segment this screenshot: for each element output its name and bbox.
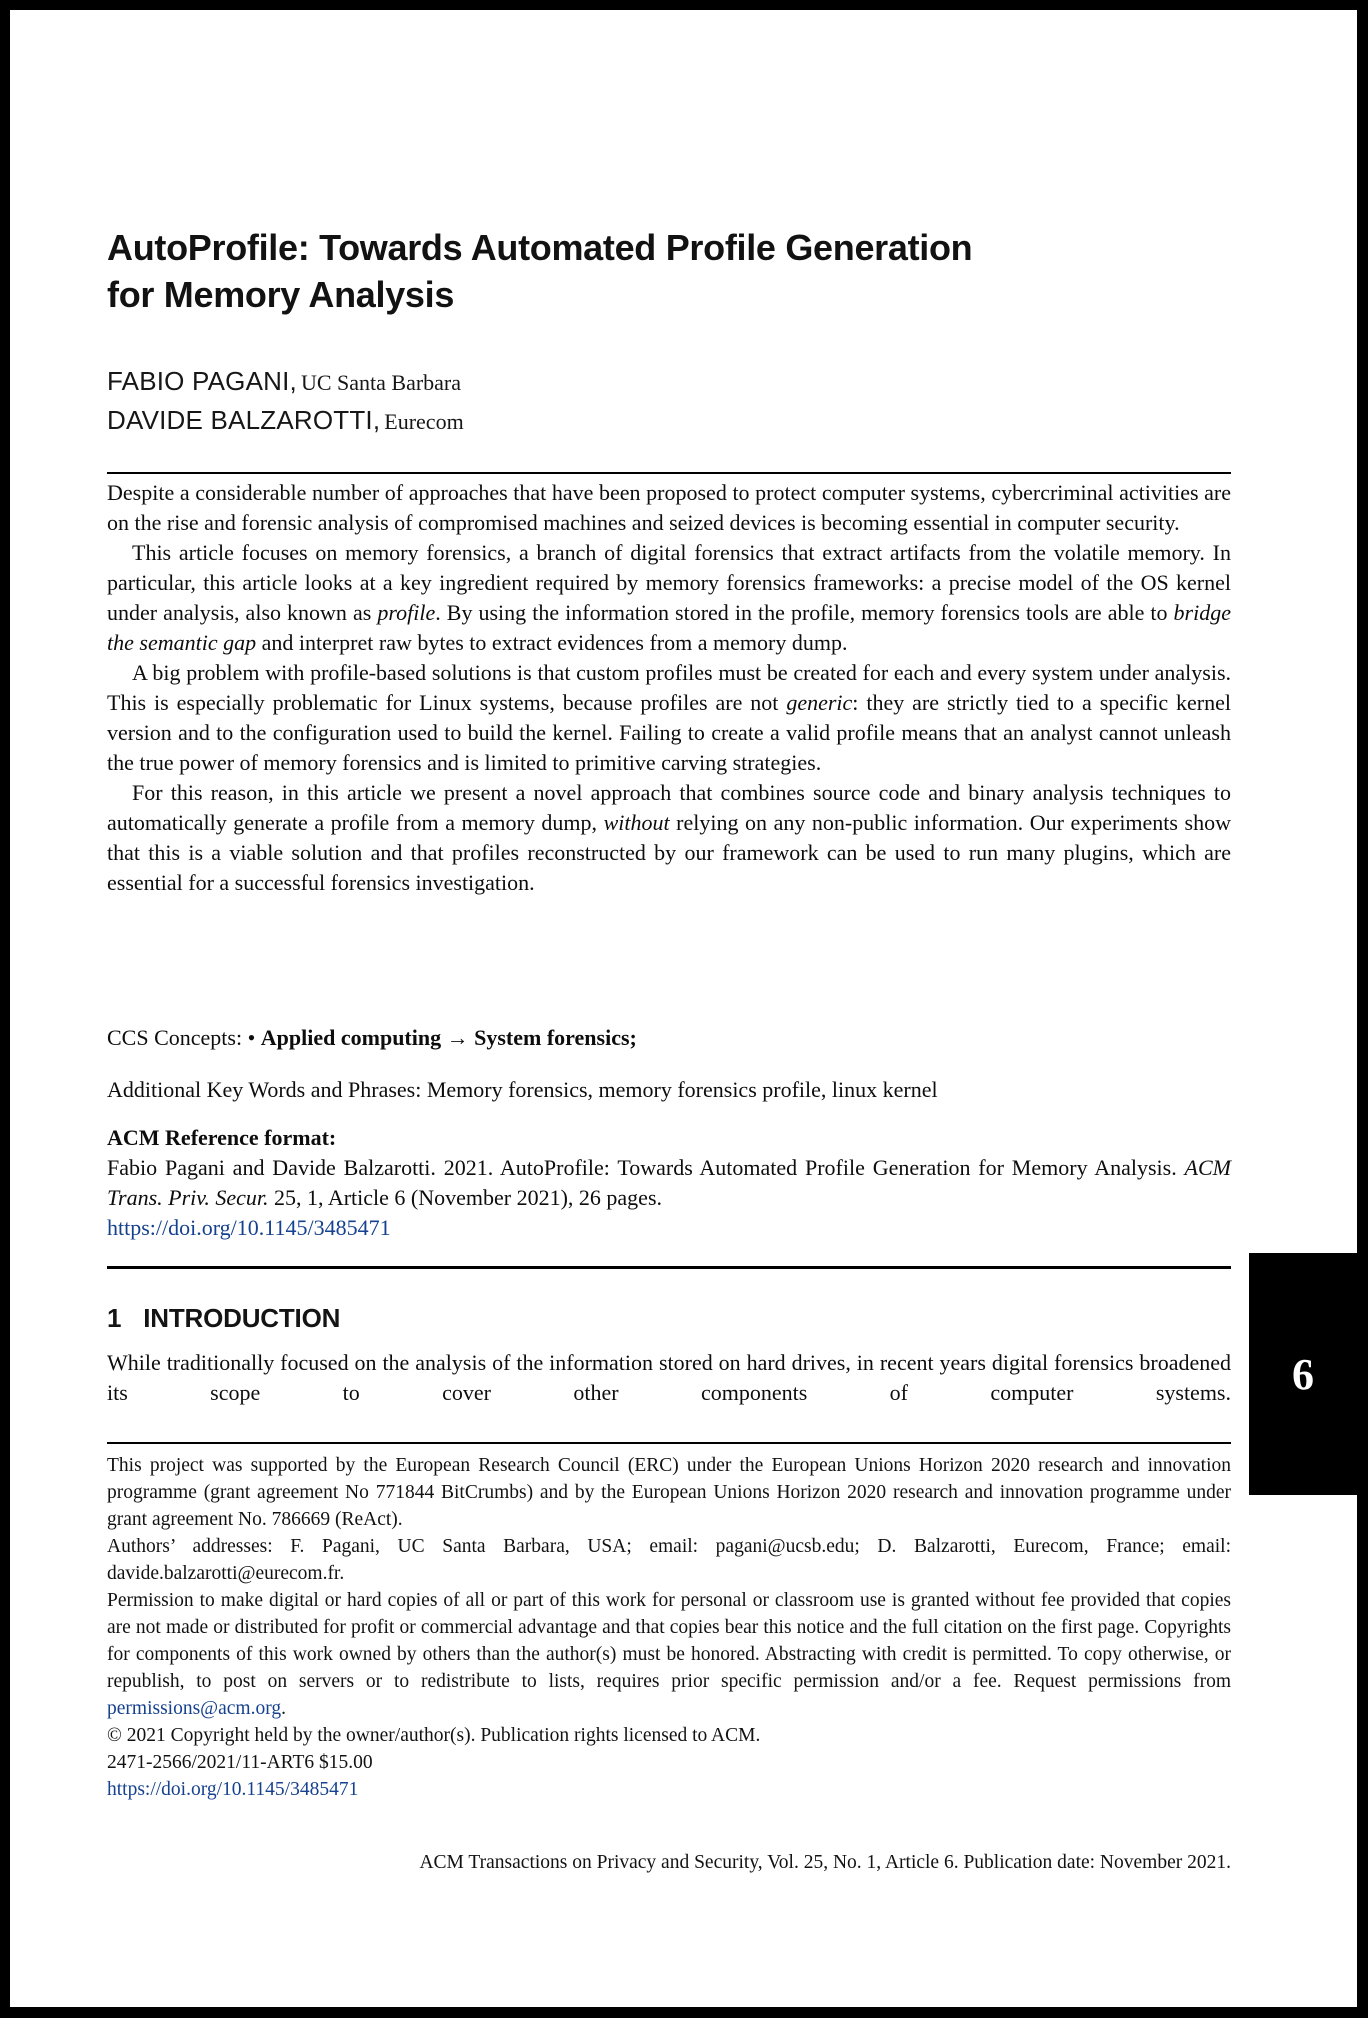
abstract-top-rule (107, 472, 1231, 474)
citation-text: 25, 1, Article 6 (November 2021), 26 pages. (268, 1185, 663, 1210)
acm-reference-header: ACM Reference format: (107, 1125, 337, 1150)
doi-link[interactable]: https://doi.org/10.1145/3485471 (107, 1215, 391, 1240)
footnote-block (107, 1452, 1231, 1803)
footnote-rule (107, 1442, 1231, 1444)
section-number: 1 (107, 1303, 122, 1333)
abstract-paragraph (107, 538, 1231, 658)
footnote-text: . (281, 1698, 286, 1719)
abstract-paragraph (107, 658, 1231, 778)
abstract-text: This article focuses on memory forensics, a branch of digital forensics that extract artifacts from the volatile memory. In particular, this article looks at a key ingredient required by memory forensics frameworks: a precise model of the OS kernel under analysis, also known as (107, 540, 1231, 625)
author-block (107, 362, 1231, 440)
acm-reference-citation (107, 1153, 1231, 1213)
paper-title (107, 224, 1231, 318)
abstract-italic-term: profile (377, 600, 436, 625)
footnote-issn: 2471-2566/2021/11-ART6 $15.00 (107, 1752, 373, 1773)
abstract-text: and interpret raw bytes to extract evidences from a memory dump. (256, 630, 848, 655)
author-name: DAVIDE BALZAROTTI, (107, 405, 381, 435)
abstract-text: relying on any non-public information. Our experiments show that this is a viable solution and that profiles reconstructed by our framework can be used to run many plugins, which are essential for a successful forensics investigation. (107, 810, 1231, 895)
abstract-italic-term: without (603, 810, 670, 835)
ccs-concept: System forensics; (474, 1025, 637, 1050)
footnote-doi-link[interactable]: https://doi.org/10.1145/3485471 (107, 1779, 359, 1800)
ccs-bullet: • (247, 1025, 261, 1050)
paper-title-line1: AutoProfile: Towards Automated Profile Generation (107, 227, 973, 268)
permissions-email-link[interactable]: permissions@acm.org (107, 1698, 282, 1719)
section-separator-rule (107, 1266, 1231, 1269)
author-name: FABIO PAGANI, (107, 366, 297, 396)
footnote-funding: This project was supported by the European Research Council (ERC) under the European Unions Horizon 2020 research and innovation programme (grant agreement No 771844 BitCrumbs) and by the European Unions Horizon 2020 research and innovation programme under grant agreement No. 786669 (ReAct). (107, 1455, 1231, 1530)
introduction-paragraph: While traditionally focused on the analysis of the information stored on hard drives, in recent years digital forensics broadened its scope to cover other components of computer systems. (107, 1350, 1231, 1405)
abstract-text: : they are strictly tied to a specific kernel version and to the configuration used to build the kernel. Failing to create a valid profile means that an analyst cannot unleash the true power of memory forensics and is limited to primitive carving strategies. (107, 690, 1232, 775)
journal-footer: ACM Transactions on Privacy and Security, Vol. 25, No. 1, Article 6. Publication date: November 2021. (419, 1852, 1231, 1873)
citation-journal: ACM Trans. Priv. Secur. (107, 1155, 1231, 1210)
footnote-permission (107, 1587, 1231, 1722)
abstract-paragraph (107, 778, 1231, 898)
footnote-copyright: © 2021 Copyright held by the owner/author(s). Publication rights licensed to ACM. (107, 1725, 761, 1746)
abstract-italic-term: bridge the semantic gap (107, 600, 1231, 655)
footnote-text: Permission to make digital or hard copies of all or part of this work for personal or classroom use is granted without fee provided that copies are not made or distributed for profit or commercial advantage and that copies bear this notice and the full citation on the first page. Copyrights for components of this work owned by others than the author(s) must be honored. Abstracting with credit is permitted. To copy otherwise, or republish, to post on servers or to redistribute to lists, requires prior specific permission and/or a fee. Request permissions from (107, 1590, 1231, 1692)
abstract-italic-term: generic (786, 690, 853, 715)
citation-text: Fabio Pagani and Davide Balzarotti. 2021. AutoProfile: Towards Automated Profile Generation for Memory Analysis. (107, 1155, 1185, 1180)
author-line (107, 362, 1231, 401)
author-line (107, 401, 1231, 440)
ccs-label: CCS Concepts: (107, 1025, 248, 1050)
author-affiliation: Eurecom (384, 409, 464, 434)
footnote-addresses: Authors’ addresses: F. Pagani, UC Santa Barbara, USA; email: pagani@ucsb.edu; D. Balzarotti, Eurecom, France; email: davide.balzarotti@eurecom.fr. (107, 1536, 1231, 1584)
author-affiliation: UC Santa Barbara (300, 370, 462, 395)
paper-page (10, 10, 1357, 2007)
abstract (107, 478, 1231, 898)
abstract-paragraph: Despite a considerable number of approaches that have been proposed to protect computer systems, cybercriminal activities are on the rise and forensic analysis of compromised machines and seized devices is becoming essential in computer security. (107, 480, 1231, 535)
ccs-arrow: → (441, 1025, 475, 1050)
acm-reference-block (107, 1123, 1231, 1243)
paper-title-line2: for Memory Analysis (107, 274, 455, 315)
section-heading (107, 1303, 1231, 1334)
abstract-text: . By using the information stored in the profile, memory forensics tools are able to (435, 600, 1174, 625)
keywords-line: Additional Key Words and Phrases: Memory forensics, memory forensics profile, linux kernel (107, 1077, 938, 1102)
ccs-concepts-line (107, 1023, 1231, 1053)
article-number-tab (1249, 1253, 1357, 1495)
abstract-text: A big problem with profile-based solutions is that custom profiles must be created for each and every system under analysis. This is especially problematic for Linux systems, because profiles are not (107, 660, 1231, 715)
abstract-text: For this reason, in this article we present a novel approach that combines source code and binary analysis techniques to automatically generate a profile from a memory dump, (107, 780, 1231, 835)
ccs-concept: Applied computing (260, 1025, 442, 1050)
section-title: INTRODUCTION (143, 1303, 341, 1333)
article-number: 6 (1292, 1349, 1314, 1399)
